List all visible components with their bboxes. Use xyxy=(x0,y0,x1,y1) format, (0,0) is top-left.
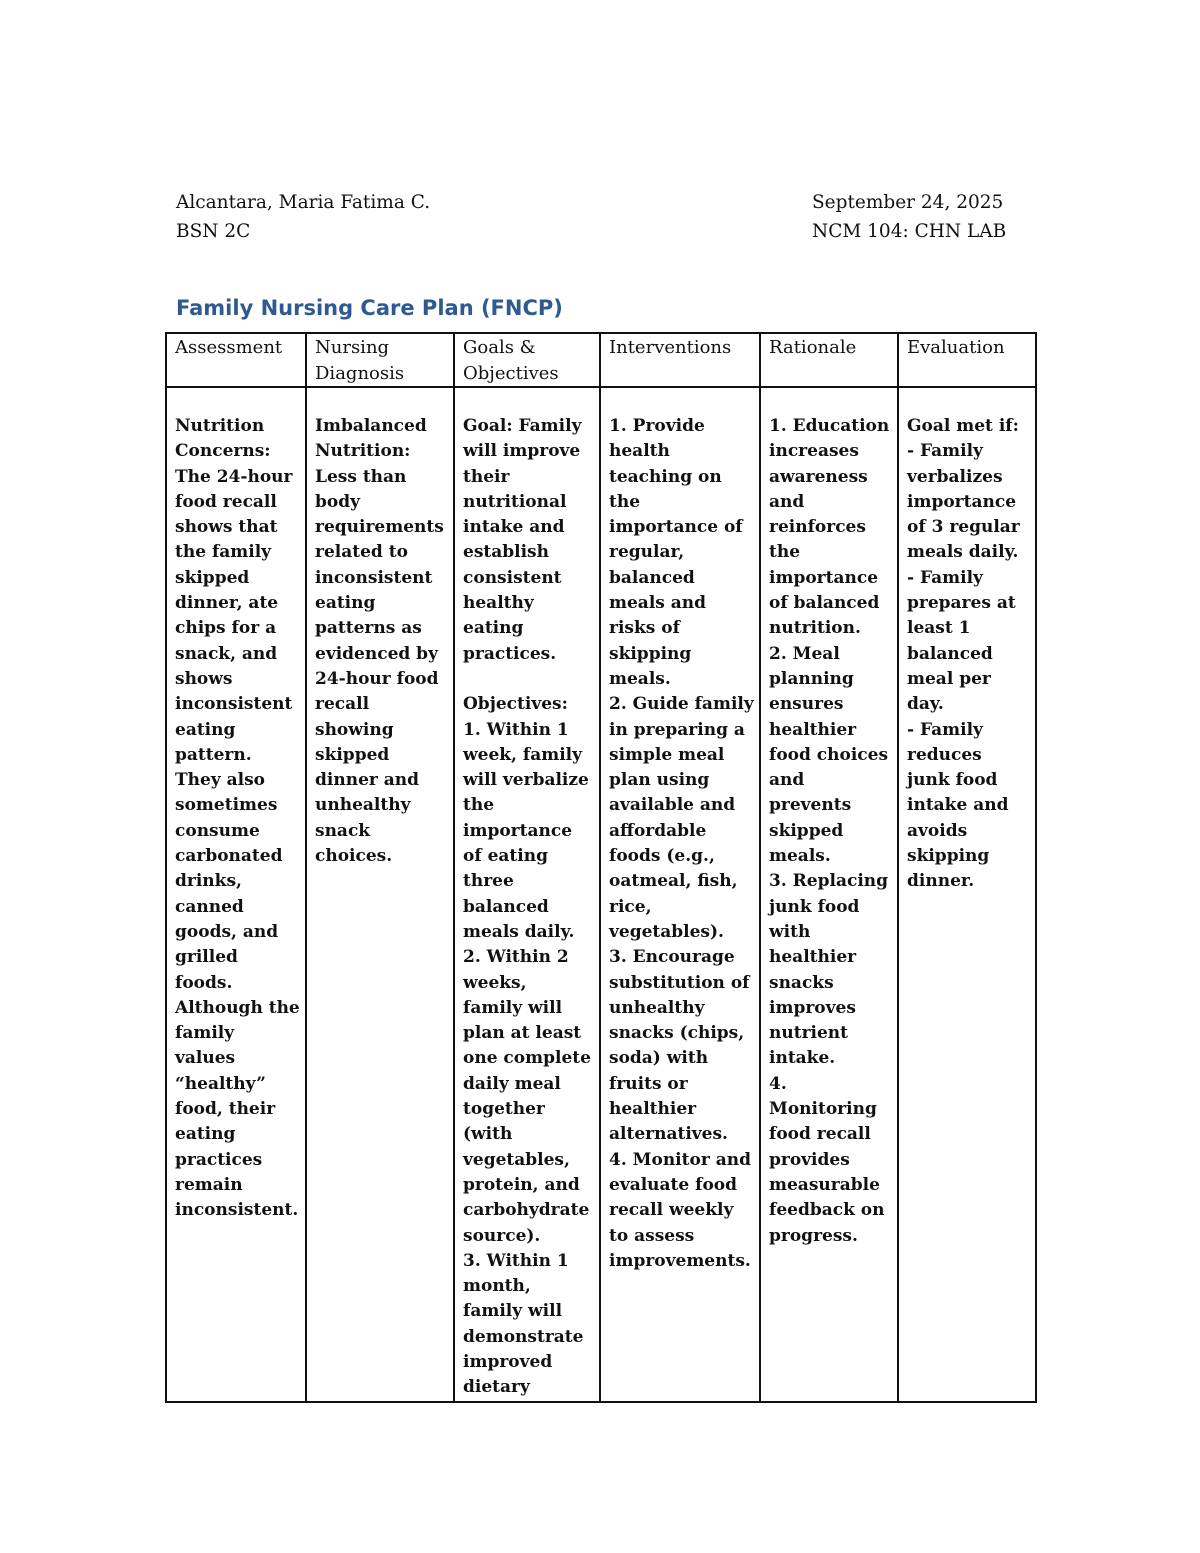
cell-line: nutrient xyxy=(769,1023,849,1044)
header-text: Goals & Objectives xyxy=(463,337,559,384)
cell-line: the xyxy=(609,491,641,512)
cell-line: shows xyxy=(175,668,233,689)
table-row xyxy=(166,387,1036,1402)
cell-line: feedback on xyxy=(769,1200,885,1221)
course-code: NCM 104: CHN LAB xyxy=(812,221,1007,242)
cell-line: balanced xyxy=(907,643,993,664)
cell-line: improves xyxy=(769,997,856,1018)
cell-line: meals. xyxy=(609,668,671,689)
cell-line: eating xyxy=(175,719,236,740)
goals-cell xyxy=(454,387,600,1402)
cell-line: unhealthy xyxy=(315,795,411,816)
cell-line: - Family xyxy=(907,567,983,588)
cell-line: unhealthy xyxy=(609,997,705,1018)
cell-line: 3. Replacing xyxy=(769,871,889,892)
assessment-cell xyxy=(166,387,306,1402)
interventions-cell xyxy=(600,387,760,1402)
cell-line: grilled xyxy=(175,947,238,968)
cell-line: balanced xyxy=(609,567,695,588)
cell-line: drinks, xyxy=(175,871,242,892)
cell-line: meals daily. xyxy=(463,921,575,942)
cell-line: will verbalize xyxy=(463,770,589,791)
cell-line: of eating xyxy=(463,846,548,867)
cell-line: food choices xyxy=(769,744,889,765)
student-section: BSN 2C xyxy=(176,221,251,242)
cell-line: foods (e.g., xyxy=(609,846,715,867)
cell-line: evidenced by xyxy=(315,643,438,664)
cell-line: body xyxy=(315,491,360,512)
cell-line: the family xyxy=(175,542,272,563)
cell-line: regular, xyxy=(609,542,685,563)
cell-line: and xyxy=(769,491,805,512)
cell-line: 3. Encourage xyxy=(609,947,735,968)
cell-line: soda) with xyxy=(609,1048,709,1069)
cell-line: available and xyxy=(609,795,736,816)
cell-line: family will xyxy=(463,997,563,1018)
cell-line: meals daily. xyxy=(907,542,1019,563)
cell-line: inconsistent. xyxy=(175,1200,299,1221)
cell-line: Nutrition: xyxy=(315,441,411,462)
cell-line: healthier xyxy=(769,947,857,968)
cell-line: food, their xyxy=(175,1099,276,1120)
diagnosis-cell xyxy=(306,387,454,1402)
cell-line: skipped xyxy=(175,567,250,588)
cell-line: chips for a xyxy=(175,618,277,639)
cell-line: recall xyxy=(315,694,370,715)
cell-line: importance of xyxy=(609,517,743,538)
cell-line: avoids xyxy=(907,820,968,841)
cell-line: importance xyxy=(463,820,573,841)
cell-line: snack xyxy=(315,820,371,841)
cell-line: evaluate food xyxy=(609,1174,738,1195)
column-header-interventions: Interventions xyxy=(600,333,760,387)
column-header-evaluation: Evaluation xyxy=(898,333,1036,387)
header-left xyxy=(176,188,430,246)
cell-line: protein, and xyxy=(463,1174,580,1195)
cell-line: snacks xyxy=(769,972,834,993)
cell-line: dinner. xyxy=(907,871,975,892)
rationale-cell xyxy=(760,387,898,1402)
cell-line: demonstrate xyxy=(463,1326,584,1347)
cell-line: simple meal xyxy=(609,744,725,765)
cell-line: risks of xyxy=(609,618,680,639)
cell-line: pattern. xyxy=(175,744,252,765)
cell-line: will improve xyxy=(463,441,581,462)
cell-line: values xyxy=(175,1048,236,1069)
cell-line: choices. xyxy=(315,846,393,867)
cell-line: inconsistent xyxy=(175,694,293,715)
cell-line: 2. Meal xyxy=(769,643,840,664)
cell-line: Goal met if: xyxy=(907,416,1019,436)
cell-line: of balanced xyxy=(769,593,880,614)
cell-line: the xyxy=(769,542,801,563)
cell-line: affordable xyxy=(609,820,707,841)
cell-line: junk food xyxy=(769,896,860,917)
cell-line: patterns as xyxy=(315,618,422,639)
cell-line: goods, and xyxy=(175,921,279,942)
cell-line: 2. Guide family xyxy=(609,694,754,715)
cell-line: “healthy” xyxy=(175,1073,266,1094)
cell-line: - Family xyxy=(907,719,983,740)
cell-line: showing xyxy=(315,719,394,740)
cell-line: family xyxy=(175,1023,235,1044)
column-header-rationale: Rationale xyxy=(760,333,898,387)
cell-line: reduces xyxy=(907,744,982,765)
cell-line: the xyxy=(463,795,495,816)
cell-line: of 3 regular xyxy=(907,517,1020,538)
cell-line: eating xyxy=(175,1124,236,1145)
cell-line: intake and xyxy=(907,795,1009,816)
cell-line: They also xyxy=(175,770,266,791)
cell-line: in preparing a xyxy=(609,719,745,740)
cell-line: measurable xyxy=(769,1174,880,1195)
cell-line: improvements. xyxy=(609,1250,751,1271)
cell-line: verbalizes xyxy=(907,466,1003,487)
cell-line: prepares at xyxy=(907,593,1016,614)
cell-line: food recall xyxy=(175,491,277,512)
cell-line: inconsistent xyxy=(315,567,433,588)
cell-line: healthier xyxy=(769,719,857,740)
cell-line: health xyxy=(609,441,670,462)
cell-line: balanced xyxy=(463,896,549,917)
cell-line: rice, xyxy=(609,896,652,917)
cell-line: planning xyxy=(769,668,854,689)
cell-line: source). xyxy=(463,1225,541,1246)
column-header-nursing-diagnosis xyxy=(306,333,454,387)
cell-line: practices xyxy=(175,1149,263,1170)
cell-line: remain xyxy=(175,1174,243,1195)
cell-line: requirements xyxy=(315,517,444,538)
cell-line: food recall xyxy=(769,1124,871,1145)
cell-line: 1. Education xyxy=(769,416,890,436)
cell-line: dietary xyxy=(463,1377,530,1398)
cell-line: skipped xyxy=(769,820,844,841)
cell-line: fruits or xyxy=(609,1073,688,1094)
cell-line: importance xyxy=(769,567,879,588)
cell-line: day. xyxy=(907,694,944,715)
cell-line: (with xyxy=(463,1124,513,1145)
cell-line: 1. Within 1 xyxy=(463,719,569,740)
cell-line: vegetables, xyxy=(463,1149,570,1170)
cell-line: carbohydrate xyxy=(463,1200,590,1221)
evaluation-cell xyxy=(898,387,1036,1402)
cell-line: Monitoring xyxy=(769,1099,877,1120)
care-plan-table xyxy=(165,332,1037,1403)
cell-line: Although the xyxy=(175,997,300,1018)
cell-line: Imbalanced xyxy=(315,416,427,436)
cell-line: skipping xyxy=(907,846,990,867)
cell-line: skipping xyxy=(609,643,692,664)
cell-line: 4. xyxy=(769,1073,787,1094)
cell-line: alternatives. xyxy=(609,1124,728,1145)
cell-line: 3. Within 1 xyxy=(463,1250,569,1271)
cell-line: intake. xyxy=(769,1048,836,1069)
cell-line: skipped xyxy=(315,744,390,765)
cell-line: one complete xyxy=(463,1048,591,1069)
cell-line: month, xyxy=(463,1276,531,1297)
cell-line: meals. xyxy=(769,846,831,867)
cell-line: progress. xyxy=(769,1225,858,1246)
cell-line: 2. Within 2 xyxy=(463,947,569,968)
cell-line: least 1 xyxy=(907,618,971,639)
cell-line: 24-hour food xyxy=(315,668,439,689)
cell-line: meal per xyxy=(907,668,991,689)
cell-line: The 24-hour xyxy=(175,466,293,487)
cell-line: with xyxy=(769,921,811,942)
cell-line: week, family xyxy=(463,744,582,765)
cell-line: vegetables). xyxy=(609,921,724,942)
cell-line: meals and xyxy=(609,593,707,614)
cell-line: dinner and xyxy=(315,770,420,791)
student-name: Alcantara, Maria Fatima C. xyxy=(176,192,431,213)
cell-line: family will xyxy=(463,1301,563,1322)
cell-line: awareness xyxy=(769,466,868,487)
table-header-row xyxy=(166,333,1036,387)
cell-line: Less than xyxy=(315,466,407,487)
cell-line: recall weekly xyxy=(609,1200,734,1221)
cell-line: intake and xyxy=(463,517,565,538)
cell-line: Objectives: xyxy=(463,694,568,715)
cell-line: snacks (chips, xyxy=(609,1023,745,1044)
cell-line: healthier xyxy=(609,1099,697,1120)
cell-line: ensures xyxy=(769,694,844,715)
cell-line: snack, and xyxy=(175,643,278,664)
cell-line: eating xyxy=(463,618,524,639)
header-right xyxy=(812,188,1006,246)
cell-line: importance xyxy=(907,491,1017,512)
cell-line: canned xyxy=(175,896,244,917)
cell-line: dinner, ate xyxy=(175,593,279,614)
cell-line: reinforces xyxy=(769,517,866,538)
cell-line: carbonated xyxy=(175,846,283,867)
cell-line: teaching on xyxy=(609,466,722,487)
page-title: Family Nursing Care Plan (FNCP) xyxy=(176,296,563,320)
cell-line: substitution of xyxy=(609,972,750,993)
cell-line: oatmeal, fish, xyxy=(609,871,738,892)
cell-line: together xyxy=(463,1099,545,1120)
cell-line: provides xyxy=(769,1149,850,1170)
cell-line: 1. Provide xyxy=(609,416,705,436)
cell-line: nutritional xyxy=(463,491,567,512)
cell-line: Concerns: xyxy=(175,441,271,462)
cell-line: related to xyxy=(315,542,408,563)
cell-line: consume xyxy=(175,820,260,841)
cell-line: - Family xyxy=(907,441,983,462)
cell-line: healthy xyxy=(463,593,534,614)
cell-line: prevents xyxy=(769,795,852,816)
cell-line: daily meal xyxy=(463,1073,561,1094)
cell-line: weeks, xyxy=(463,972,527,993)
cell-line: establish xyxy=(463,542,549,563)
cell-line: shows that xyxy=(175,517,278,538)
cell-line: their xyxy=(463,466,510,487)
cell-line: Goal: Family xyxy=(463,416,582,436)
column-header-assessment: Assessment xyxy=(166,333,306,387)
cell-line: Nutrition xyxy=(175,416,265,436)
cell-line: junk food xyxy=(907,770,998,791)
cell-line: practices. xyxy=(463,643,557,664)
cell-line: plan using xyxy=(609,770,710,791)
cell-line: sometimes xyxy=(175,795,278,816)
cell-line: eating xyxy=(315,593,376,614)
cell-line: nutrition. xyxy=(769,618,861,639)
cell-line: improved xyxy=(463,1351,553,1372)
column-header-goals xyxy=(454,333,600,387)
document-date: September 24, 2025 xyxy=(812,192,1004,213)
cell-line: consistent xyxy=(463,567,562,588)
cell-line: increases xyxy=(769,441,859,462)
cell-line xyxy=(463,667,591,692)
header-text: Nursing Diagnosis xyxy=(315,337,405,384)
cell-line: foods. xyxy=(175,972,233,993)
cell-line: plan at least xyxy=(463,1023,582,1044)
cell-line: 4. Monitor and xyxy=(609,1149,751,1170)
cell-line: and xyxy=(769,770,805,791)
cell-line: to assess xyxy=(609,1225,695,1246)
cell-line: three xyxy=(463,871,514,892)
